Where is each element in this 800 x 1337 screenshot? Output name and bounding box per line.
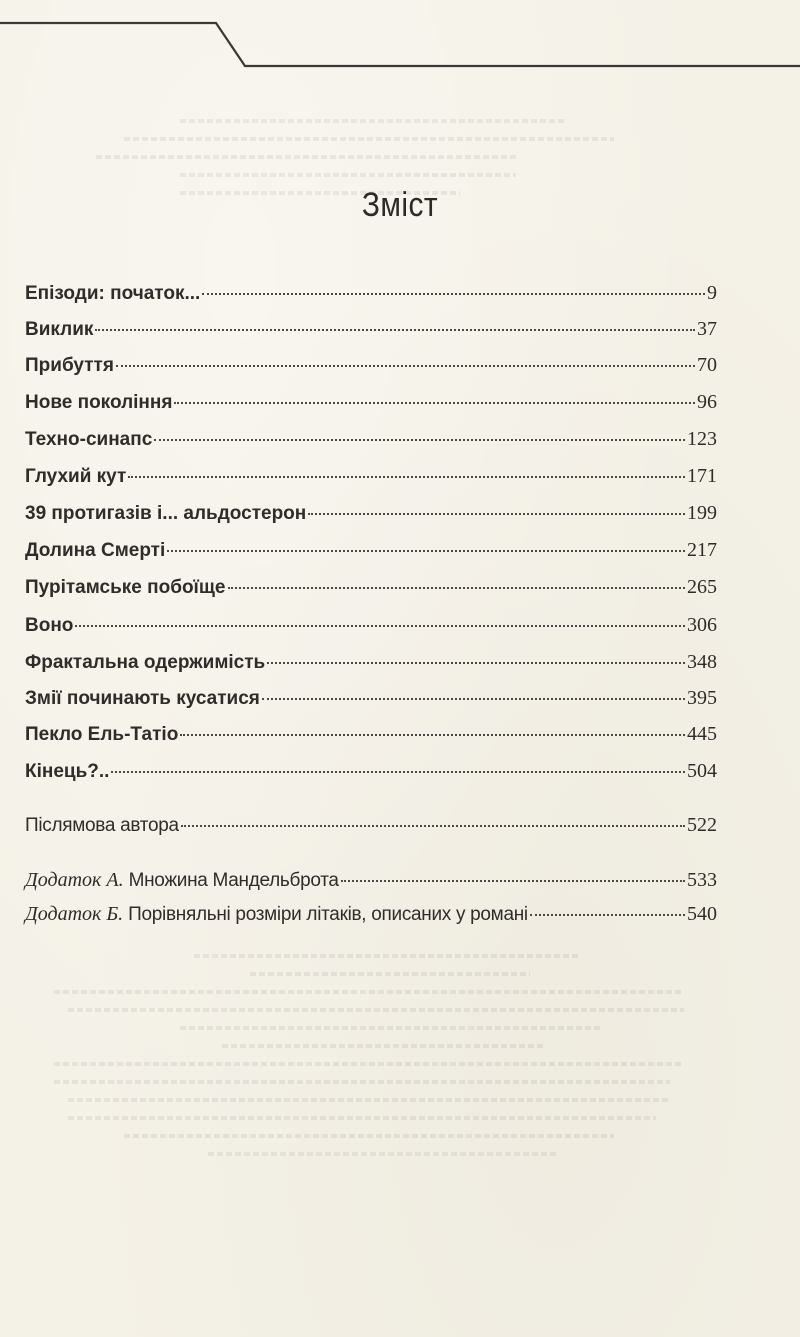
appendix-title: Множина Мандельброта [123,870,339,891]
toc-entry-title: Техно-синапс [25,429,153,450]
toc-entry-title: Виклик [25,319,94,340]
dot-leader [530,914,685,916]
toc-entry-page: 9 [707,282,717,304]
toc-entry-page: 217 [687,539,717,561]
toc-entry-title [25,903,528,926]
toc-entry-title: Епізоди: початок... [25,283,201,304]
toc-entry[interactable] [25,502,717,532]
toc-entry-title: Фрактальна одержимість [25,652,266,673]
dot-leader [95,329,695,331]
dot-leader [180,734,685,736]
toc-entry-title [25,869,339,892]
toc-entry[interactable] [25,614,717,644]
dot-leader [116,365,695,367]
page-title: Зміст [361,186,439,224]
toc-entry-title: Пурітамське побоїще [25,577,226,598]
toc-entry-page: 70 [697,354,717,376]
dot-leader [262,698,685,700]
toc-entry-title: Післямова автора [25,815,179,836]
dot-leader [181,825,685,827]
bleed-through-text-bottom [40,940,740,1170]
dot-leader [154,439,685,441]
toc-entry-title: 39 протигазів і... альдостерон [25,503,307,524]
toc-entry-title: Нове покоління [25,392,173,413]
toc-entry-page: 37 [697,318,717,340]
toc-entry[interactable] [25,760,717,790]
appendix-prefix: Додаток А. [25,869,124,891]
dot-leader [174,402,695,404]
toc-entry-page: 348 [687,651,717,673]
toc-entry-title: Кінець?.. [25,761,110,782]
toc-entry-title: Прибуття [25,355,114,376]
dot-leader [202,293,705,295]
toc-entry-page: 395 [687,687,717,709]
toc-entry-page: 123 [687,428,717,450]
toc-entry-title: Глухий кут [25,466,127,487]
toc-entry[interactable] [25,465,717,495]
toc-entry-title: Змії починають кусатися [25,688,260,709]
toc-entry-afterword[interactable] [25,814,717,844]
toc-entry-title: Долина Смерті [25,540,166,561]
toc-entry-appendix[interactable] [25,869,717,899]
toc-entry[interactable] [25,687,717,717]
toc-entry-page: 199 [687,502,717,524]
toc-entry[interactable] [25,282,717,312]
toc-entry-page: 445 [687,723,717,745]
toc-entry[interactable] [25,391,717,421]
toc-entry-page: 306 [687,614,717,636]
dot-leader [341,880,685,882]
header-decorative-rule [0,0,800,80]
toc-entry-title: Пекло Ель-Татіо [25,724,179,745]
toc-entry[interactable] [25,651,717,681]
toc-entry-page: 522 [687,814,717,836]
dot-leader [111,771,685,773]
toc-entry-page: 540 [687,903,717,925]
toc-entry-page: 265 [687,576,717,598]
toc-entry-title: Воно [25,615,74,636]
toc-entry[interactable] [25,354,717,384]
toc-entry-page: 533 [687,869,717,891]
toc-entry[interactable] [25,428,717,458]
toc-entry[interactable] [25,539,717,569]
toc-entry-page: 504 [687,760,717,782]
toc-entry-page: 171 [687,465,717,487]
dot-leader [75,625,685,627]
dot-leader [167,550,685,552]
dot-leader [267,662,685,664]
toc-entry-appendix[interactable] [25,903,717,933]
appendix-prefix: Додаток Б. [25,903,124,925]
dot-leader [128,476,685,478]
dot-leader [308,513,685,515]
dot-leader [228,587,685,589]
toc-entry[interactable] [25,723,717,753]
toc-entry[interactable] [25,576,717,606]
appendix-title: Порівняльні розміри літаків, описаних у романі [123,904,528,925]
toc-entry[interactable] [25,318,717,348]
toc-entry-page: 96 [697,391,717,413]
